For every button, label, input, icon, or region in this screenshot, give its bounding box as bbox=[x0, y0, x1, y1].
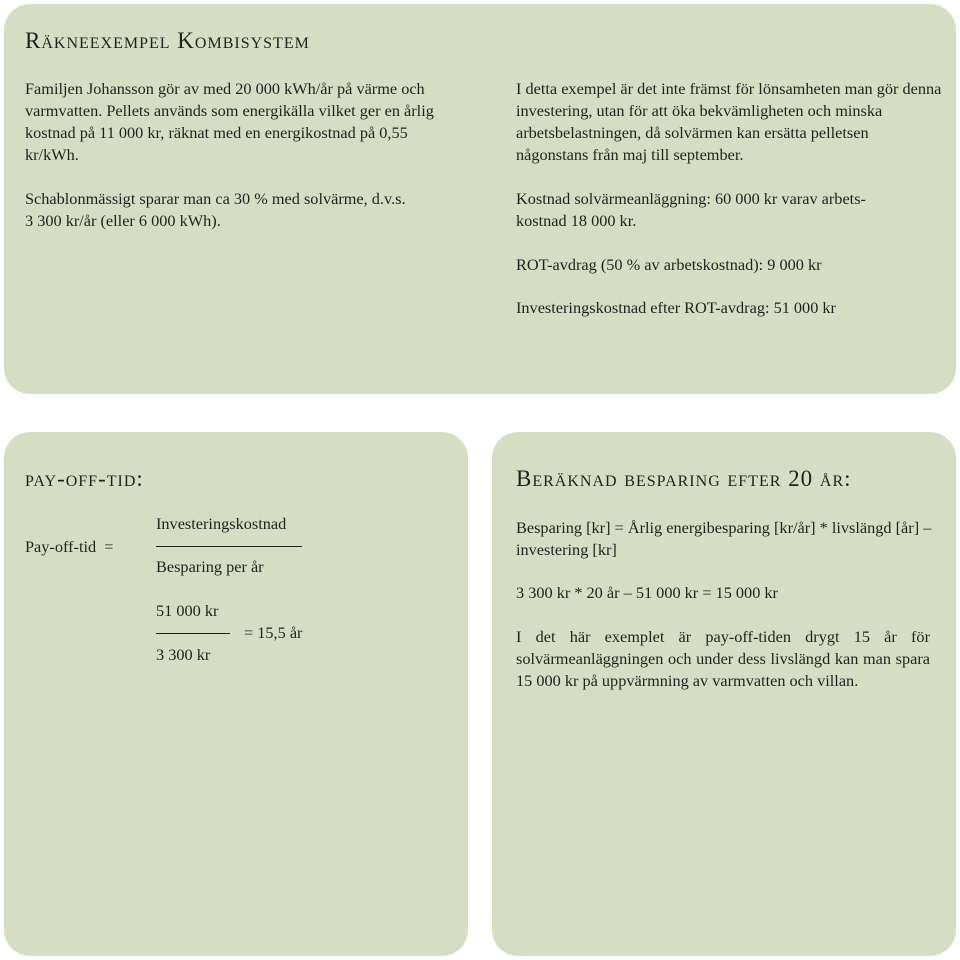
household-description: Familjen Johansson gör av med 20 000 kWh/år på värme och varmvatten. Pellets används som energikälla vilket ger en årlig kostnad på 11 000 kr, räknat med en energikostnad på 0,55 kr/kWh. bbox=[25, 79, 434, 164]
investment-after-rot: Investeringskostnad efter ROT-avdrag: 51 000 kr bbox=[516, 298, 836, 317]
example-result: = 15,5 år bbox=[244, 623, 303, 642]
savings-panel bbox=[492, 432, 956, 956]
formula-label: Pay-off-tid = bbox=[25, 537, 114, 556]
installation-cost-line2: kostnad 18 000 kr. bbox=[516, 211, 637, 230]
example-numerator: 51 000 kr bbox=[156, 601, 219, 620]
savings-conclusion: I det här exemplet är pay-off-tiden drygt 15 år för solvärmeanläggningen och under dess livslängd kan man spara 15 000 kr på uppvärmning av varmvatten och villan. bbox=[516, 627, 930, 690]
rot-deduction: ROT-avdrag (50 % av arbetskostnad): 9 000 kr bbox=[516, 255, 822, 274]
example-fraction-line bbox=[156, 633, 230, 634]
example-denominator: 3 300 kr bbox=[156, 645, 211, 664]
installation-cost-line1: Kostnad solvärmeanläggning: 60 000 kr varav arbets- bbox=[516, 189, 866, 208]
savings-calculation: 3 300 kr * 20 år – 51 000 kr = 15 000 kr bbox=[516, 583, 778, 602]
savings-estimate-line2: 3 300 kr/år (eller 6 000 kWh). bbox=[25, 211, 221, 230]
example-panel bbox=[4, 4, 956, 394]
payoff-title: pay-off-tid: bbox=[25, 466, 144, 491]
panel-title: Räkneexempel Kombisystem bbox=[25, 28, 310, 53]
savings-formula: Besparing [kr] = Årlig energibesparing [kr/år] * livslängd [år] – investering [kr] bbox=[516, 518, 932, 559]
savings-estimate-line1: Schablonmässigt sparar man ca 30 % med solvärme, d.v.s. bbox=[25, 189, 406, 208]
formula-denominator: Besparing per år bbox=[156, 557, 264, 576]
investment-motivation: I detta exempel är det inte främst för lönsamheten man gör denna investering, utan för att öka bekvämligheten och minska arbetsbelastningen, då solvärmen kan ersätta pelletsen någonstans från maj till september. bbox=[516, 79, 942, 164]
savings-title: Beräknad besparing efter 20 år: bbox=[516, 466, 852, 491]
payoff-panel bbox=[4, 432, 468, 956]
fraction-line bbox=[156, 546, 302, 547]
formula-numerator: Investeringskostnad bbox=[156, 514, 287, 533]
